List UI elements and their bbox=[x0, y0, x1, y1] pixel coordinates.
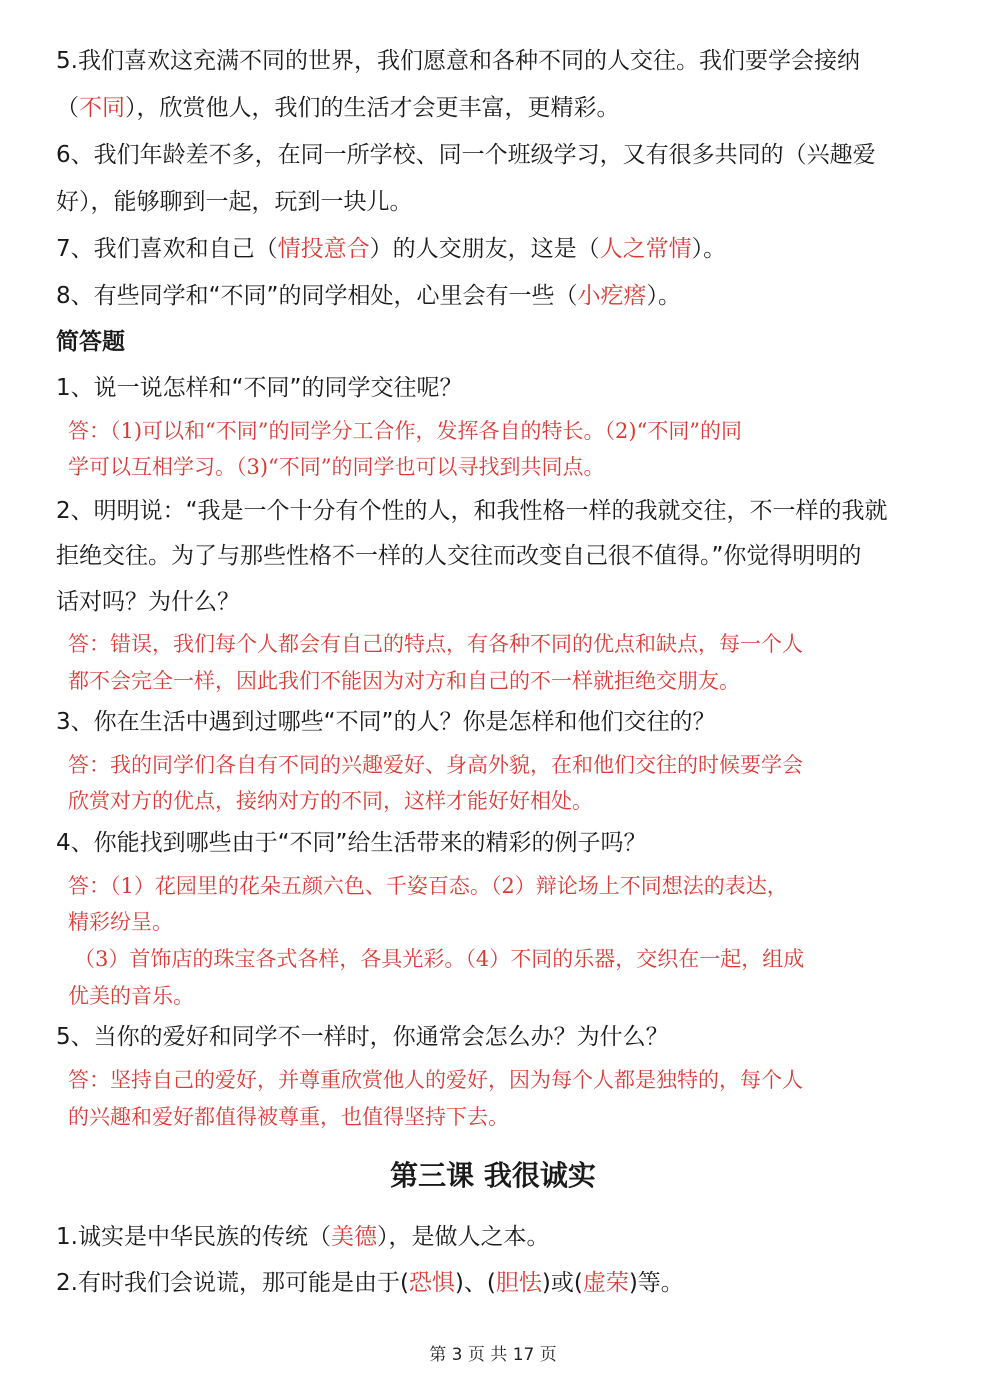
fill-text: )、( bbox=[454, 1270, 496, 1296]
question-2-line1: 2、明明说：“我是一个十分有个性的人，和我性格一样的我就交往，不一样的我就 bbox=[56, 498, 888, 524]
fill-item-6-line2 bbox=[56, 187, 413, 217]
fill-answer: 恐惧 bbox=[408, 1270, 455, 1296]
question-5: 5、当你的爱好和同学不一样时，你通常会怎么办？为什么？ bbox=[56, 1024, 669, 1050]
fill-item-8 bbox=[56, 281, 681, 311]
fill-text: 6、我们年龄差不多，在同一所学校、同一个班级学习，又有很多共同的（兴趣爱 bbox=[56, 142, 876, 168]
answer-4-line2: 精彩纷呈。 bbox=[68, 910, 173, 934]
lesson-title: 第三课 我很诚实 bbox=[390, 1159, 596, 1192]
question-3: 3、你在生活中遇到过哪些“不同”的人？你是怎样和他们交往的？ bbox=[56, 709, 716, 735]
fill-text: 好），能够聊到一起，玩到一块儿。 bbox=[56, 189, 413, 215]
answer-5-line2: 的兴趣和爱好都值得被尊重，也值得坚持下去。 bbox=[68, 1105, 509, 1129]
answer-1-line2: 学可以互相学习。（3)“不同”的同学也可以寻找到共同点。 bbox=[68, 455, 605, 479]
fill-text: 5.我们喜欢这充满不同的世界，我们愿意和各种不同的人交往。我们要学会接纳 bbox=[56, 48, 860, 74]
fill-text: ）。 bbox=[646, 283, 681, 309]
answer-4-line3: （3）首饰店的珠宝各式各样，各具光彩。（4）不同的乐器，交织在一起，组成 bbox=[74, 947, 805, 971]
fill-answer: 小疙瘩 bbox=[577, 283, 647, 309]
question-2-line2: 拒绝交往。为了与那些性格不一样的人交往而改变自己很不值得。”你觉得明明的 bbox=[56, 543, 862, 569]
lesson-item-1 bbox=[56, 1222, 549, 1252]
fill-text: 8、有些同学和“不同”的同学相处，心里会有一些（ bbox=[56, 283, 578, 309]
section-heading: 简答题 bbox=[56, 329, 125, 355]
answer-2-line1: 答：错误，我们每个人都会有自己的特点，有各种不同的优点和缺点，每一个人 bbox=[68, 632, 803, 656]
page-number-footer: 第 3 页 共 17 页 bbox=[429, 1345, 557, 1365]
answer-5-line1: 答：坚持自己的爱好，并尊重欣赏他人的爱好，因为每个人都是独特的，每个人 bbox=[68, 1068, 803, 1092]
fill-item-6-line1 bbox=[56, 140, 876, 170]
fill-answer: 美德 bbox=[330, 1224, 377, 1250]
answer-4-line1: 答：（1）花园里的花朵五颜六色、千姿百态。（2）辩论场上不同想法的表达， bbox=[68, 874, 788, 898]
answer-4-line4: 优美的音乐。 bbox=[68, 984, 194, 1008]
fill-answer: 胆怯 bbox=[495, 1270, 542, 1296]
fill-text: 7、我们喜欢和自己（ bbox=[56, 236, 278, 262]
fill-answer: 不同 bbox=[79, 95, 125, 121]
fill-answer: 人之常情 bbox=[599, 236, 692, 262]
answer-3-line2: 欣赏对方的优点，接纳对方的不同，这样才能好好相处。 bbox=[68, 789, 593, 813]
question-2-line3: 话对吗？为什么？ bbox=[56, 589, 240, 615]
fill-text: ），欣赏他人，我们的生活才会更丰富，更精彩。 bbox=[125, 95, 620, 121]
answer-2-line2: 都不会完全一样，因此我们不能因为对方和自己的不一样就拒绝交朋友。 bbox=[68, 669, 740, 693]
fill-text: )等。 bbox=[628, 1270, 684, 1296]
fill-text: 1.诚实是中华民族的传统（ bbox=[56, 1224, 331, 1250]
answer-3-line1: 答：我的同学们各自有不同的兴趣爱好、身高外貌，在和他们交往的时候要学会 bbox=[68, 753, 803, 777]
lesson-item-2 bbox=[56, 1268, 684, 1298]
fill-text: 2.有时我们会说谎，那可能是由于( bbox=[56, 1270, 409, 1296]
fill-text: ）。 bbox=[691, 236, 727, 262]
fill-item-5-line2 bbox=[56, 93, 620, 123]
answer-1-line1: 答：（1)可以和“不同”的同学分工合作，发挥各自的特长。（2)“不同”的同 bbox=[68, 419, 743, 443]
fill-item-5-line1 bbox=[56, 46, 860, 76]
fill-text: ），是做人之本。 bbox=[376, 1224, 550, 1250]
fill-text: ）的人交朋友，这是（ bbox=[369, 236, 600, 262]
question-4: 4、你能找到哪些由于“不同”给生活带来的精彩的例子吗？ bbox=[56, 830, 647, 856]
fill-text: （ bbox=[56, 95, 79, 121]
question-1: 1、说一说怎样和“不同”的同学交往呢？ bbox=[56, 375, 463, 401]
fill-answer: 情投意合 bbox=[277, 236, 370, 262]
fill-answer: 虚荣 bbox=[582, 1270, 629, 1296]
fill-item-7 bbox=[56, 234, 726, 264]
fill-text: )或( bbox=[541, 1270, 583, 1296]
